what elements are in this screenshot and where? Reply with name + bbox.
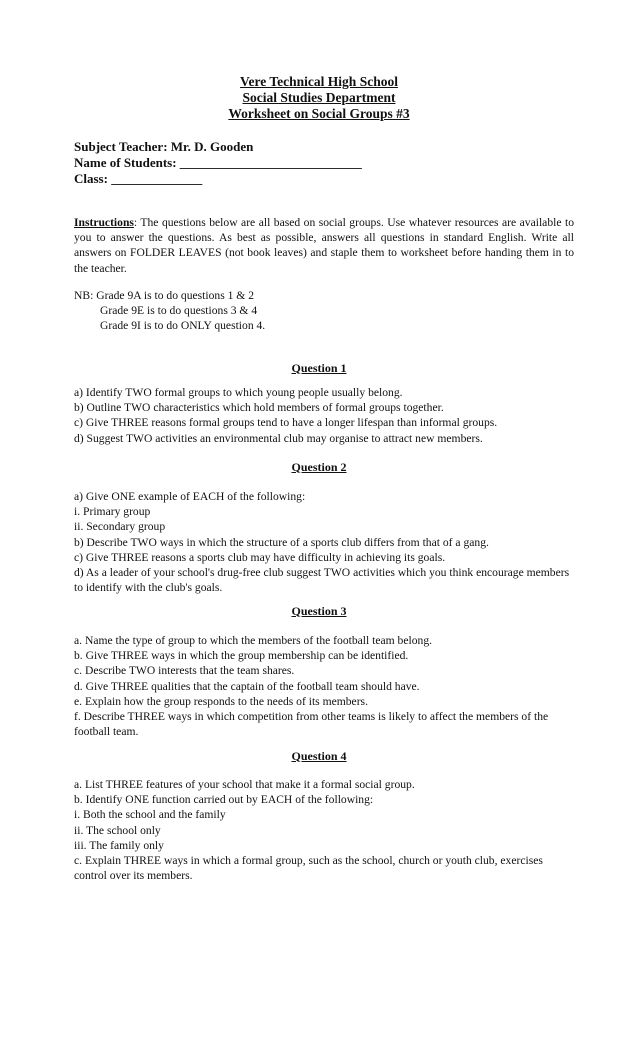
grade-assignment-note	[74, 288, 574, 334]
question-item: c) Give THREE reasons formal groups tend to have a longer lifespan than informal groups.	[74, 416, 498, 430]
question-item: iii. The family only	[74, 838, 164, 852]
worksheet-title: Worksheet on Social Groups #3	[228, 106, 410, 121]
nb-line-9a: NB: Grade 9A is to do questions 1 & 2	[74, 289, 255, 302]
question-item: b) Describe TWO ways in which the structure of a sports club differs from that of a gang.	[74, 535, 489, 549]
question-3-heading: Question 3	[291, 604, 347, 618]
question-item: i. Both the school and the family	[74, 808, 226, 822]
question-item: b. Identify ONE function carried out by EACH of the following:	[74, 793, 374, 807]
question-2-heading: Question 2	[291, 460, 347, 474]
question-1-items	[74, 385, 574, 446]
question-item: ii. The school only	[74, 823, 161, 837]
question-item: i. Primary group	[74, 505, 151, 519]
question-4-items	[74, 777, 574, 883]
subject-teacher-line: Subject Teacher: Mr. D. Gooden	[74, 139, 254, 154]
question-item: f. Describe THREE ways in which competition from other teams is likely to affect the members of the football team.	[74, 710, 549, 739]
student-info	[74, 139, 574, 187]
question-item: e. Explain how the group responds to the needs of its members.	[74, 694, 368, 708]
question-item: d) As a leader of your school's drug-free club suggest TWO activities which you think encourage members to identify with the club's goals.	[74, 566, 570, 595]
question-item: a) Give ONE example of EACH of the following:	[74, 490, 306, 503]
nb-line-9e: Grade 9E is to do questions 3 & 4	[100, 304, 258, 318]
question-item: a. List THREE features of your school that make it a formal social group.	[74, 778, 415, 791]
document-header	[0, 74, 638, 122]
question-3-items	[74, 633, 574, 739]
question-item: c. Describe TWO interests that the team shares.	[74, 664, 295, 678]
nb-line-9i: Grade 9I is to do ONLY question 4.	[100, 319, 266, 333]
instructions-text: : The questions below are all based on social groups. Use whatever resources are available to you to answer the questions. As best as possible, answers all questions in standard English. Write all answers on FOLDER LEAVES (not book leaves) and staple them to worksheet before handing them in to the teacher.	[74, 216, 574, 275]
question-item: b. Give THREE ways in which the group membership can be identified.	[74, 649, 409, 663]
instructions-label: Instructions	[74, 216, 134, 229]
school-name: Vere Technical High School	[240, 74, 398, 89]
question-item: ii. Secondary group	[74, 520, 166, 534]
question-2-items	[74, 489, 574, 595]
question-item: c) Give THREE reasons a sports club may have difficulty in achieving its goals.	[74, 550, 446, 564]
department-name: Social Studies Department	[242, 90, 396, 105]
question-item: d. Give THREE qualities that the captain of the football team should have.	[74, 679, 420, 693]
class-line: Class: ______________	[74, 171, 203, 186]
question-item: a) Identify TWO formal groups to which young people usually belong.	[74, 386, 403, 399]
question-item: b) Outline TWO characteristics which hold members of formal groups together.	[74, 401, 444, 415]
question-item: d) Suggest TWO activities an environmental club may organise to attract new members.	[74, 431, 483, 445]
question-4-heading: Question 4	[291, 749, 347, 763]
question-1-heading: Question 1	[291, 361, 347, 375]
student-names-line: Name of Students: ____________________________	[74, 155, 362, 170]
instructions-paragraph	[74, 215, 574, 276]
question-item: c. Explain THREE ways in which a formal group, such as the school, church or youth club, exercises control over its members.	[74, 854, 543, 883]
question-item: a. Name the type of group to which the members of the football team belong.	[74, 634, 433, 647]
